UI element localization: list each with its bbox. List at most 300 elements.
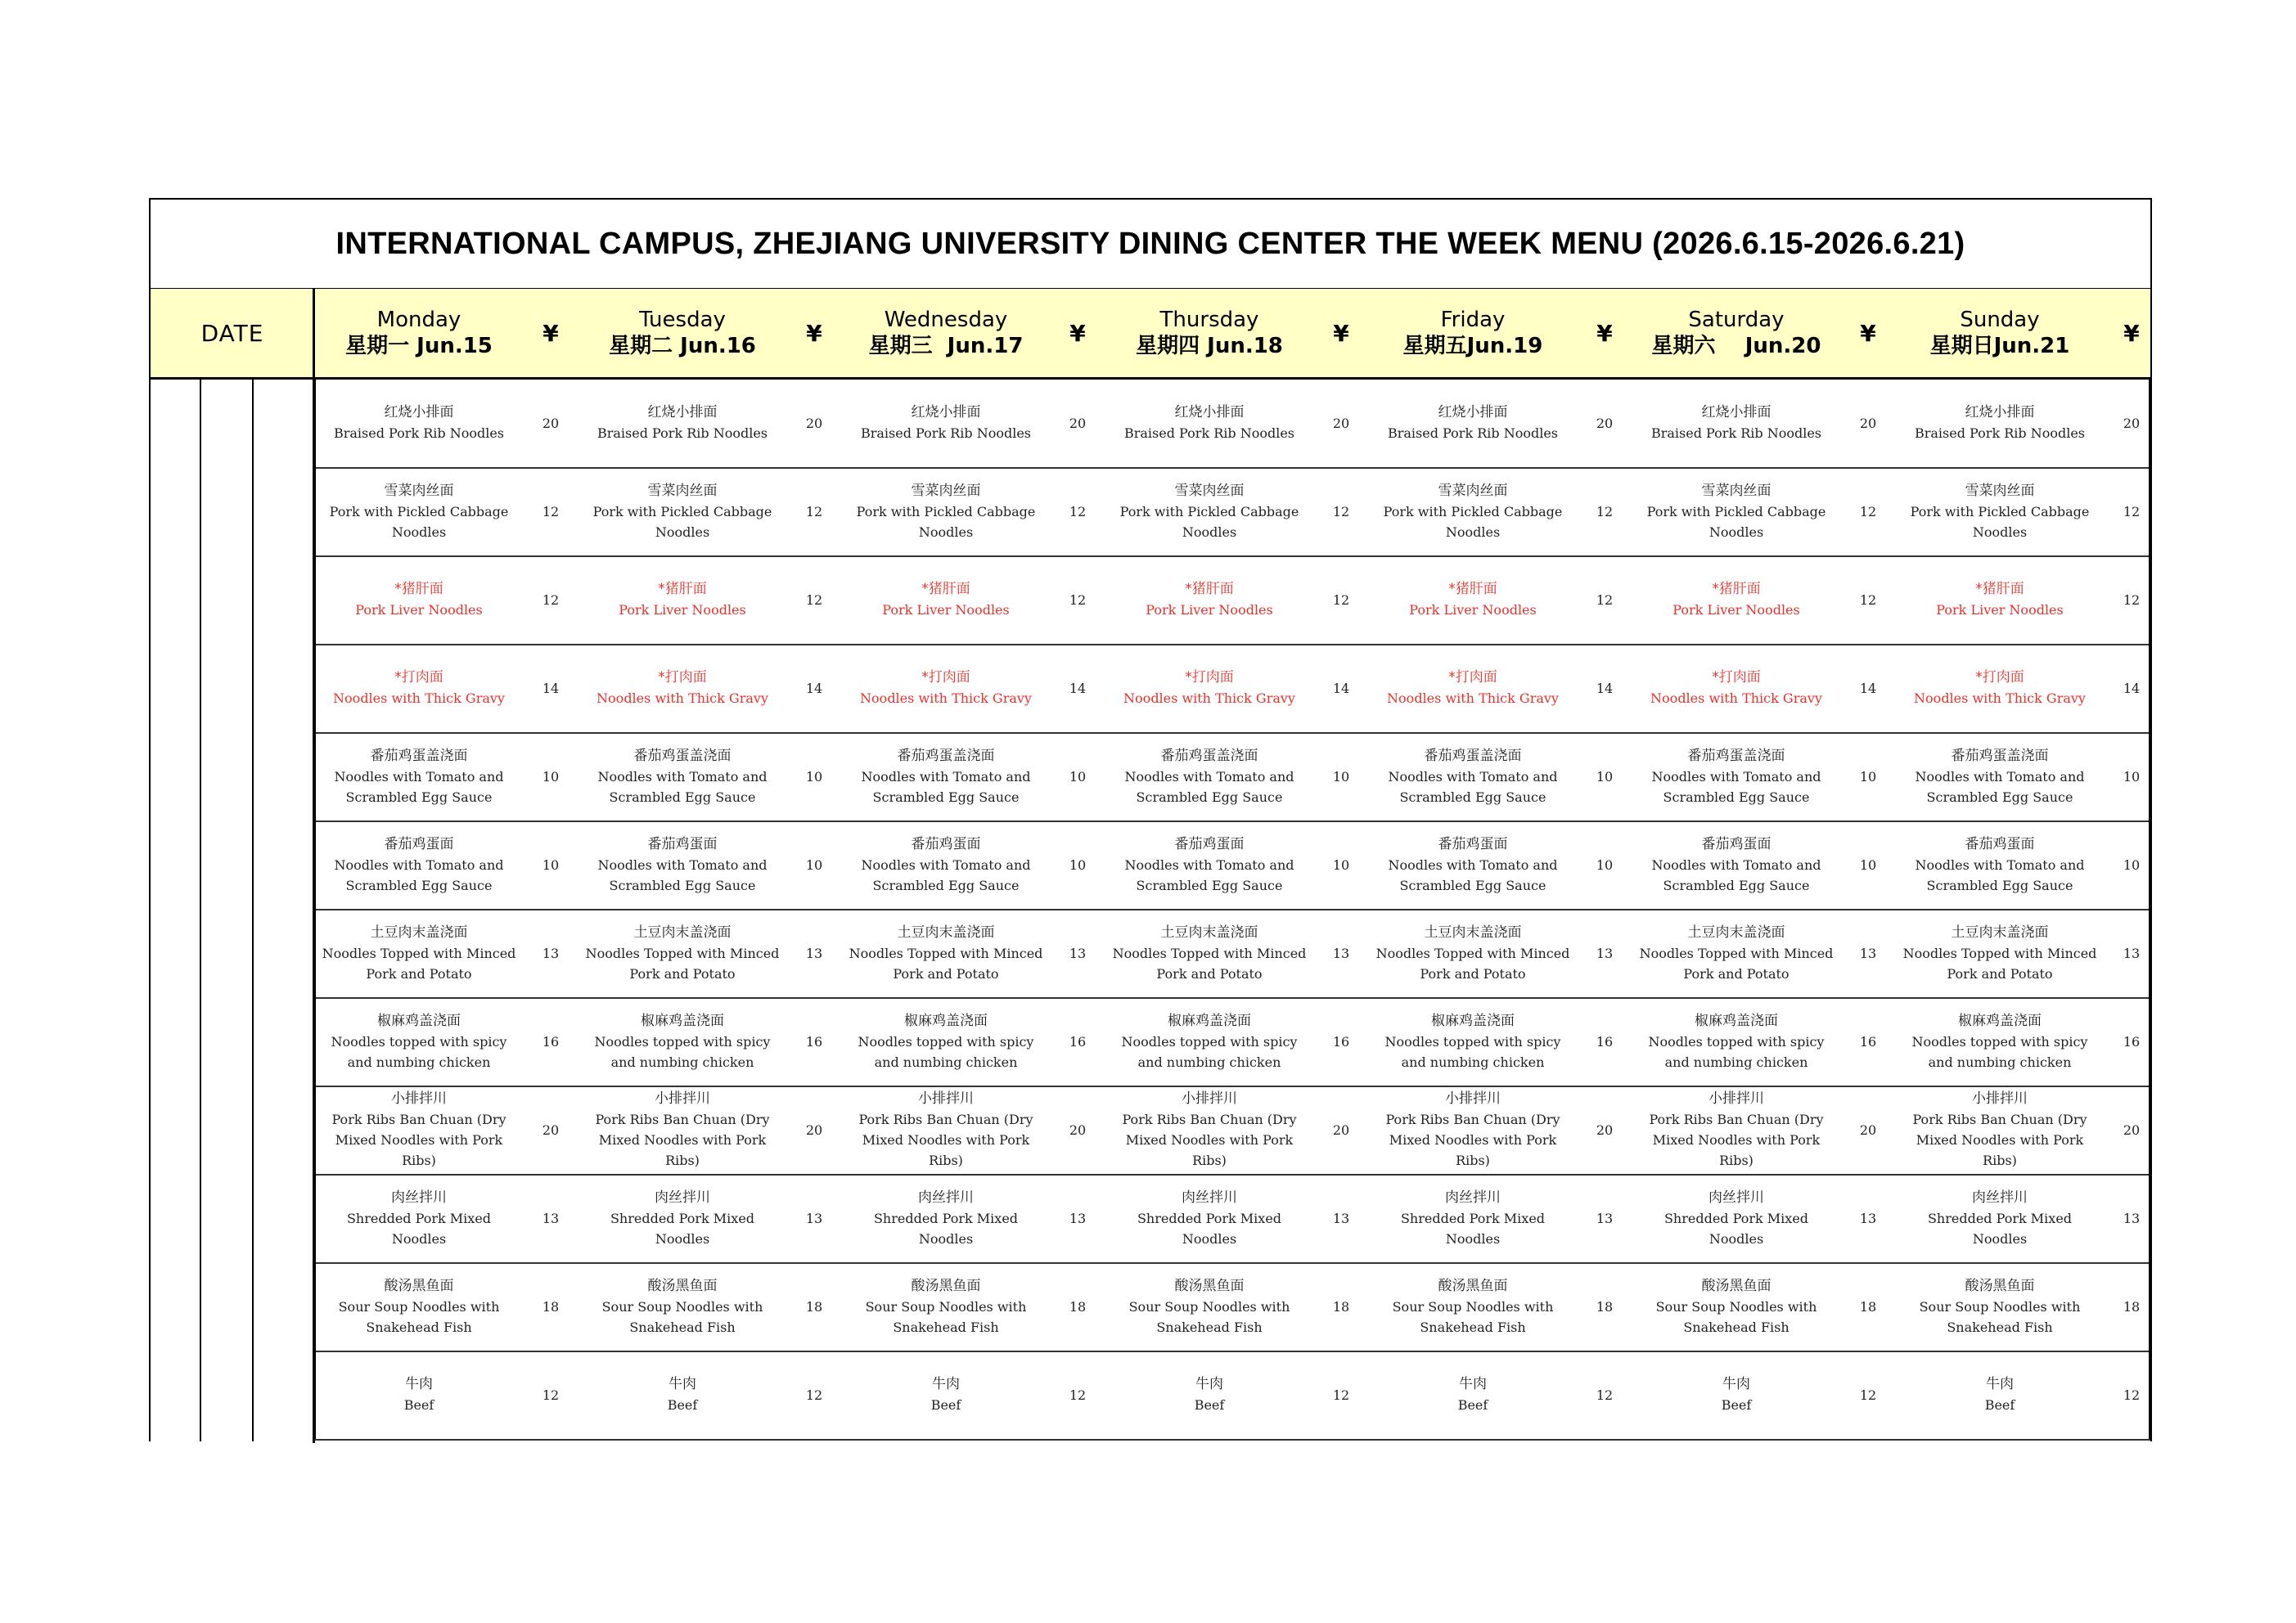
dish-price: 10 <box>2123 856 2141 873</box>
dish-price: 20 <box>1332 1122 1350 1138</box>
dish-name-en: Noodles with Tomato and Scrambled Egg Sauce <box>1388 768 1558 805</box>
dish-price: 20 <box>542 415 560 431</box>
dish-name-zh: 小排拌川 <box>655 1090 710 1107</box>
dish-name-en: Noodles Topped with Minced Pork and Potato <box>1112 945 1307 982</box>
day-date: 星期三 Jun.17 <box>868 334 1024 358</box>
dish-cell <box>1895 644 2105 732</box>
dish-name-en: Beef <box>403 1397 434 1413</box>
dish-name-en: Noodles topped with spicy and numbing chicken <box>1648 1033 1825 1070</box>
dish-cell <box>578 555 787 644</box>
dish-name-zh: 椒麻鸡盖浇面 <box>641 1012 724 1029</box>
dish-name-zh: 酸汤黑鱼面 <box>384 1277 454 1294</box>
dish-price: 20 <box>1596 1122 1614 1138</box>
dish-name-en: Pork Liver Noodles <box>882 602 1010 618</box>
dish-price: 10 <box>2123 768 2141 785</box>
dish-name-en: Pork Liver Noodles <box>1936 602 2064 618</box>
dish-name-en: Noodles Topped with Minced Pork and Potato <box>585 945 780 982</box>
dish-name-zh: 酸汤黑鱼面 <box>1965 1277 2035 1294</box>
day-date: 星期四 Jun.18 <box>1136 334 1283 358</box>
dish-name-en: Sour Soup Noodles with Snakehead Fish <box>1919 1298 2081 1335</box>
dish-name-zh: 雪菜肉丝面 <box>1174 482 1245 499</box>
dish-name-zh: 番茄鸡蛋面 <box>1701 835 1772 852</box>
dish-name-en: Braised Pork Rib Noodles <box>1387 425 1559 441</box>
dish-price: 14 <box>1069 680 1087 696</box>
menu-row <box>314 997 2150 1087</box>
dish-name-en: Noodles with Tomato and Scrambled Egg Sauce <box>597 768 768 805</box>
dish-cell <box>314 1262 524 1351</box>
menu-row <box>314 732 2150 822</box>
dish-cell <box>841 1262 1051 1351</box>
dish-cell <box>314 997 524 1086</box>
dish-name-zh: 红烧小排面 <box>1438 404 1508 420</box>
dish-name-zh: 土豆肉末盖浇面 <box>1424 924 1522 941</box>
dish-cell <box>841 467 1051 555</box>
dish-price: 14 <box>542 680 560 696</box>
dish-name-zh: 小排拌川 <box>1445 1090 1501 1107</box>
dish-name-zh: *猪肝面 <box>658 581 707 597</box>
dish-price: 10 <box>1859 768 1877 785</box>
dish-name-zh: 酸汤黑鱼面 <box>1701 1277 1772 1294</box>
dish-cell <box>1105 467 1314 555</box>
menu-row <box>314 467 2150 557</box>
dish-price: 12 <box>1859 1387 1877 1403</box>
dish-name-zh: 红烧小排面 <box>1701 404 1772 420</box>
dish-cell <box>578 909 787 997</box>
dish-price: 20 <box>1069 1122 1087 1138</box>
dish-cell <box>841 820 1051 909</box>
dish-price: 10 <box>805 856 823 873</box>
dish-name-en: Sour Soup Noodles with Snakehead Fish <box>1392 1298 1554 1335</box>
dish-name-en: Noodles with Tomato and Scrambled Egg Sauce <box>334 768 504 805</box>
dish-name-zh: 椒麻鸡盖浇面 <box>377 1012 461 1029</box>
dish-name-en: Beef <box>667 1397 698 1413</box>
dish-name-zh: *打肉面 <box>1448 669 1497 686</box>
dish-name-zh: 肉丝拌川 <box>1708 1189 1764 1206</box>
dish-name-en: Shredded Pork Mixed Noodles <box>1400 1210 1546 1247</box>
dish-price: 18 <box>805 1298 823 1315</box>
dish-price: 10 <box>805 768 823 785</box>
menu-sheet <box>149 198 2152 1441</box>
dish-price: 12 <box>805 1387 823 1403</box>
dish-name-en: Noodles with Tomato and Scrambled Egg Sauce <box>1915 768 2085 805</box>
dish-name-en: Noodles with Tomato and Scrambled Egg Sauce <box>861 768 1031 805</box>
dish-price: 18 <box>1596 1298 1614 1315</box>
dish-name-zh: 牛肉 <box>1195 1376 1223 1392</box>
dish-name-zh: 小排拌川 <box>1182 1090 1237 1107</box>
dish-name-en: Noodles with Thick Gravy <box>1914 690 2086 706</box>
dish-name-en: Beef <box>930 1397 961 1413</box>
dish-price: 12 <box>805 591 823 608</box>
dish-name-en: Noodles with Tomato and Scrambled Egg Sauce <box>1915 856 2085 893</box>
dish-cell <box>1105 732 1314 820</box>
menu-row <box>314 820 2150 910</box>
dish-cell <box>1368 1174 1578 1262</box>
dish-name-en: Noodles with Tomato and Scrambled Egg Sauce <box>1388 856 1558 893</box>
dish-name-zh: 土豆肉末盖浇面 <box>1687 924 1785 941</box>
dish-name-zh: 番茄鸡蛋盖浇面 <box>897 747 995 764</box>
dish-name-zh: 椒麻鸡盖浇面 <box>1958 1012 2042 1029</box>
dish-name-en: Noodles with Tomato and Scrambled Egg Sauce <box>861 856 1031 893</box>
dish-name-en: Pork Ribs Ban Chuan (Dry Mixed Noodles with Pork Ribs) <box>858 1112 1033 1168</box>
dish-price: 18 <box>542 1298 560 1315</box>
title-bar <box>151 200 2150 290</box>
dish-price: 12 <box>2123 591 2141 608</box>
dish-name-en: Pork Ribs Ban Chuan (Dry Mixed Noodles with Pork Ribs) <box>595 1112 770 1168</box>
dish-cell <box>1632 379 1841 467</box>
dish-price: 16 <box>1069 1033 1087 1050</box>
dish-name-zh: 小排拌川 <box>918 1090 974 1107</box>
price-column-header: ¥ <box>806 319 822 347</box>
dish-cell <box>1632 1351 1841 1439</box>
menu-row <box>314 1086 2150 1176</box>
dish-cell <box>1105 644 1314 732</box>
dish-cell <box>578 467 787 555</box>
dish-cell <box>1895 1262 2105 1351</box>
dish-price: 18 <box>1069 1298 1087 1315</box>
dish-cell <box>1895 820 2105 909</box>
dish-price: 13 <box>805 1210 823 1226</box>
dish-name-en: Pork with Pickled Cabbage Noodles <box>1910 503 2090 540</box>
dish-name-zh: 雪菜肉丝面 <box>1701 482 1772 499</box>
dish-price: 13 <box>1332 1210 1350 1226</box>
menu-row <box>314 555 2150 645</box>
day-date: 星期五Jun.19 <box>1402 334 1543 358</box>
dish-name-zh: 椒麻鸡盖浇面 <box>904 1012 988 1029</box>
dish-name-en: Sour Soup Noodles with Snakehead Fish <box>601 1298 763 1335</box>
dish-price: 12 <box>1859 591 1877 608</box>
dish-name-zh: 番茄鸡蛋盖浇面 <box>1424 747 1522 764</box>
dish-cell <box>578 644 787 732</box>
menu-row <box>314 1351 2150 1441</box>
dish-price: 10 <box>1332 856 1350 873</box>
dish-cell <box>1368 732 1578 820</box>
menu-row <box>314 1174 2150 1264</box>
dish-price: 20 <box>1859 1122 1877 1138</box>
dish-price: 16 <box>2123 1033 2141 1050</box>
menu-row <box>314 644 2150 734</box>
dish-price: 13 <box>1859 945 1877 961</box>
dish-price: 14 <box>1332 680 1350 696</box>
dish-name-en: Noodles topped with spicy and numbing chicken <box>1384 1033 1561 1070</box>
dish-price: 13 <box>542 945 560 961</box>
dish-price: 10 <box>1596 768 1614 785</box>
dish-name-zh: *猪肝面 <box>1975 581 2024 597</box>
dish-name-en: Noodles topped with spicy and numbing chicken <box>1121 1033 1298 1070</box>
dish-name-en: Noodles topped with spicy and numbing chicken <box>331 1033 507 1070</box>
price-column-header: ¥ <box>1069 319 1086 347</box>
dish-name-en: Pork Ribs Ban Chuan (Dry Mixed Noodles with Pork Ribs) <box>1912 1112 2087 1168</box>
day-header-thursday <box>1105 289 1314 377</box>
dish-name-en: Noodles with Tomato and Scrambled Egg Sauce <box>597 856 768 893</box>
dish-name-zh: 肉丝拌川 <box>918 1189 974 1206</box>
dish-name-en: Beef <box>1194 1397 1225 1413</box>
dish-cell <box>1632 467 1841 555</box>
day-name: Sunday <box>1960 308 2040 332</box>
dish-cell <box>314 909 524 997</box>
day-name: Monday <box>376 308 461 332</box>
day-header-saturday <box>1632 289 1841 377</box>
dish-name-en: Shredded Pork Mixed Noodles <box>1137 1210 1282 1247</box>
dish-price: 12 <box>805 503 823 519</box>
dish-price: 12 <box>1332 591 1350 608</box>
dish-cell <box>314 1351 524 1439</box>
dish-cell <box>578 997 787 1086</box>
dish-name-en: Pork Liver Noodles <box>355 602 483 618</box>
dish-price: 12 <box>1596 1387 1614 1403</box>
dish-cell <box>841 909 1051 997</box>
day-header-monday <box>314 289 524 377</box>
dish-price: 16 <box>805 1033 823 1050</box>
left-divider-1 <box>200 379 201 1441</box>
dish-price: 16 <box>1859 1033 1877 1050</box>
dish-price: 10 <box>1596 856 1614 873</box>
dish-price: 20 <box>805 1122 823 1138</box>
dish-cell <box>1105 379 1314 467</box>
dish-cell <box>1632 1174 1841 1262</box>
dish-name-en: Noodles with Tomato and Scrambled Egg Sauce <box>1651 856 1821 893</box>
dish-name-en: Shredded Pork Mixed Noodles <box>873 1210 1019 1247</box>
dish-price: 12 <box>2123 1387 2141 1403</box>
dish-cell <box>1895 997 2105 1086</box>
dish-name-zh: 酸汤黑鱼面 <box>1438 1277 1508 1294</box>
dish-name-en: Pork Liver Noodles <box>1409 602 1537 618</box>
dish-price: 20 <box>2123 1122 2141 1138</box>
dish-name-zh: *打肉面 <box>658 669 707 686</box>
date-header <box>151 289 314 377</box>
dish-name-en: Noodles Topped with Minced Pork and Potato <box>849 945 1043 982</box>
dish-name-zh: 番茄鸡蛋盖浇面 <box>633 747 732 764</box>
dish-name-en: Noodles Topped with Minced Pork and Potato <box>1902 945 2097 982</box>
dish-cell <box>841 1351 1051 1439</box>
dish-name-en: Noodles topped with spicy and numbing chicken <box>594 1033 771 1070</box>
dish-name-zh: 土豆肉末盖浇面 <box>370 924 468 941</box>
dish-name-zh: 番茄鸡蛋面 <box>1965 835 2035 852</box>
dish-name-zh: 牛肉 <box>1986 1376 2014 1392</box>
dish-name-en: Pork with Pickled Cabbage Noodles <box>592 503 772 540</box>
dish-cell <box>1632 1086 1841 1174</box>
dish-name-zh: 肉丝拌川 <box>1972 1189 2028 1206</box>
dish-name-zh: 牛肉 <box>669 1376 696 1392</box>
dish-name-en: Braised Pork Rib Noodles <box>860 425 1032 441</box>
dish-cell <box>1368 1351 1578 1439</box>
price-column-header: ¥ <box>1596 319 1613 347</box>
dish-name-en: Noodles with Thick Gravy <box>1387 690 1559 706</box>
dish-price: 20 <box>542 1122 560 1138</box>
dish-name-zh: 番茄鸡蛋盖浇面 <box>1687 747 1785 764</box>
dish-name-zh: 番茄鸡蛋面 <box>1174 835 1245 852</box>
dish-name-zh: *猪肝面 <box>1185 581 1234 597</box>
dish-name-en: Sour Soup Noodles with Snakehead Fish <box>865 1298 1027 1335</box>
dish-name-zh: 椒麻鸡盖浇面 <box>1695 1012 1778 1029</box>
dish-name-en: Noodles with Thick Gravy <box>1123 690 1295 706</box>
dish-price: 12 <box>1596 503 1614 519</box>
dish-price: 10 <box>1332 768 1350 785</box>
dish-name-en: Noodles with Thick Gravy <box>333 690 505 706</box>
dish-price: 12 <box>2123 503 2141 519</box>
dish-cell <box>578 820 787 909</box>
dish-name-zh: *打肉面 <box>1975 669 2024 686</box>
dish-name-en: Noodles with Tomato and Scrambled Egg Sauce <box>1651 768 1821 805</box>
dish-name-zh: 肉丝拌川 <box>1445 1189 1501 1206</box>
dish-name-zh: 小排拌川 <box>1972 1090 2028 1107</box>
grid-right-border <box>2149 379 2150 1439</box>
dish-cell <box>1895 909 2105 997</box>
dish-cell <box>1895 1351 2105 1439</box>
dish-name-en: Shredded Pork Mixed Noodles <box>610 1210 755 1247</box>
dish-cell <box>1368 379 1578 467</box>
dish-name-en: Braised Pork Rib Noodles <box>597 425 768 441</box>
dish-price: 10 <box>542 768 560 785</box>
dish-cell <box>1895 379 2105 467</box>
day-header-friday <box>1368 289 1578 377</box>
price-column-header: ¥ <box>2123 319 2140 347</box>
dish-name-en: Sour Soup Noodles with Snakehead Fish <box>1655 1298 1817 1335</box>
dish-price: 12 <box>1069 503 1087 519</box>
dish-name-en: Pork Ribs Ban Chuan (Dry Mixed Noodles with Pork Ribs) <box>1385 1112 1560 1168</box>
dish-name-zh: 椒麻鸡盖浇面 <box>1431 1012 1515 1029</box>
dish-cell <box>578 1086 787 1174</box>
dish-cell <box>1632 1262 1841 1351</box>
menu-row <box>314 379 2150 469</box>
day-date: 星期日Jun.21 <box>1929 334 2070 358</box>
dish-cell <box>314 555 524 644</box>
dish-name-zh: *猪肝面 <box>1448 581 1497 597</box>
dish-name-zh: 番茄鸡蛋面 <box>647 835 718 852</box>
dish-price: 13 <box>2123 1210 2141 1226</box>
dish-name-zh: 酸汤黑鱼面 <box>911 1277 981 1294</box>
dish-cell <box>578 1351 787 1439</box>
dish-price: 13 <box>1596 1210 1614 1226</box>
dish-name-en: Braised Pork Rib Noodles <box>1650 425 1822 441</box>
dish-price: 20 <box>1596 415 1614 431</box>
dish-cell <box>1895 1086 2105 1174</box>
dish-price: 16 <box>542 1033 560 1050</box>
dish-price: 13 <box>1596 945 1614 961</box>
dish-name-zh: 小排拌川 <box>1708 1090 1764 1107</box>
price-column-header: ¥ <box>1333 319 1349 347</box>
dish-cell <box>1105 909 1314 997</box>
dish-cell <box>1105 1351 1314 1439</box>
menu-row <box>314 909 2150 999</box>
dish-price: 20 <box>805 415 823 431</box>
dish-name-zh: 肉丝拌川 <box>1182 1189 1237 1206</box>
dish-cell <box>1368 555 1578 644</box>
dish-cell <box>1368 644 1578 732</box>
dish-name-en: Pork Ribs Ban Chuan (Dry Mixed Noodles with Pork Ribs) <box>331 1112 506 1168</box>
dish-name-en: Noodles with Tomato and Scrambled Egg Sauce <box>1124 856 1294 893</box>
dish-name-zh: 雪菜肉丝面 <box>647 482 718 499</box>
dish-name-en: Noodles Topped with Minced Pork and Potato <box>1639 945 1834 982</box>
dish-name-en: Noodles with Thick Gravy <box>597 690 768 706</box>
dish-cell <box>841 644 1051 732</box>
dish-price: 10 <box>1069 856 1087 873</box>
dish-cell <box>314 1086 524 1174</box>
dish-cell <box>578 379 787 467</box>
dish-name-zh: 红烧小排面 <box>1174 404 1245 420</box>
dish-cell <box>841 555 1051 644</box>
dish-name-zh: 番茄鸡蛋盖浇面 <box>370 747 468 764</box>
dish-price: 20 <box>1859 415 1877 431</box>
dish-name-zh: 牛肉 <box>405 1376 433 1392</box>
dish-cell <box>841 732 1051 820</box>
dish-name-en: Noodles topped with spicy and numbing chicken <box>858 1033 1034 1070</box>
dish-cell <box>578 732 787 820</box>
dish-name-zh: 酸汤黑鱼面 <box>647 1277 718 1294</box>
dish-price: 14 <box>2123 680 2141 696</box>
dish-name-zh: 番茄鸡蛋面 <box>1438 835 1508 852</box>
dish-price: 13 <box>1069 945 1087 961</box>
dish-cell <box>314 820 524 909</box>
day-name: Tuesday <box>639 308 726 332</box>
day-date: 星期六 Jun.20 <box>1651 334 1821 358</box>
dish-name-zh: *猪肝面 <box>1712 581 1761 597</box>
price-column-header: ¥ <box>542 319 559 347</box>
dish-name-zh: 雪菜肉丝面 <box>1965 482 2035 499</box>
dish-name-en: Noodles with Thick Gravy <box>860 690 1032 706</box>
dish-name-en: Pork with Pickled Cabbage Noodles <box>1383 503 1563 540</box>
dish-name-zh: 红烧小排面 <box>1965 404 2035 420</box>
dish-cell <box>314 1174 524 1262</box>
dish-name-en: Noodles with Tomato and Scrambled Egg Sauce <box>1124 768 1294 805</box>
dish-cell <box>1632 997 1841 1086</box>
header-row <box>151 289 2150 380</box>
dish-cell <box>314 732 524 820</box>
dish-cell <box>578 1174 787 1262</box>
dish-name-zh: 牛肉 <box>1722 1376 1750 1392</box>
dish-name-zh: 土豆肉末盖浇面 <box>633 924 732 941</box>
dish-price: 12 <box>1069 591 1087 608</box>
day-header-sunday <box>1895 289 2105 377</box>
dish-cell <box>578 1262 787 1351</box>
dish-name-zh: *猪肝面 <box>394 581 443 597</box>
dish-name-en: Sour Soup Noodles with Snakehead Fish <box>338 1298 500 1335</box>
dish-cell <box>1368 909 1578 997</box>
day-name: Wednesday <box>884 308 1008 332</box>
dish-price: 16 <box>1332 1033 1350 1050</box>
dish-name-en: Beef <box>1721 1397 1752 1413</box>
dish-price: 12 <box>1332 1387 1350 1403</box>
dish-cell <box>841 997 1051 1086</box>
dish-cell <box>1632 909 1841 997</box>
dish-cell <box>1632 644 1841 732</box>
dish-name-en: Braised Pork Rib Noodles <box>1914 425 2086 441</box>
dish-name-en: Beef <box>1457 1397 1488 1413</box>
dish-price: 18 <box>2123 1298 2141 1315</box>
day-header-tuesday <box>578 289 787 377</box>
dish-cell <box>1895 732 2105 820</box>
dish-price: 13 <box>2123 945 2141 961</box>
dish-name-en: Pork Liver Noodles <box>1672 602 1800 618</box>
date-label: DATE <box>200 319 264 347</box>
page-title: INTERNATIONAL CAMPUS, ZHEJIANG UNIVERSITY DINING CENTER THE WEEK MENU (2026.6.15-2026.6.21) <box>335 226 1965 261</box>
dish-name-en: Pork with Pickled Cabbage Noodles <box>1646 503 1826 540</box>
dish-name-en: Sour Soup Noodles with Snakehead Fish <box>1128 1298 1290 1335</box>
dish-name-zh: 番茄鸡蛋面 <box>911 835 981 852</box>
dish-name-zh: *打肉面 <box>921 669 970 686</box>
dish-price: 10 <box>1859 856 1877 873</box>
dish-name-zh: *打肉面 <box>1185 669 1234 686</box>
dish-price: 16 <box>1596 1033 1614 1050</box>
dish-name-zh: 红烧小排面 <box>384 404 454 420</box>
dish-name-zh: 酸汤黑鱼面 <box>1174 1277 1245 1294</box>
dish-name-zh: 土豆肉末盖浇面 <box>1951 924 2049 941</box>
dish-name-zh: 红烧小排面 <box>647 404 718 420</box>
dish-name-en: Pork Ribs Ban Chuan (Dry Mixed Noodles with Pork Ribs) <box>1122 1112 1297 1168</box>
dish-price: 14 <box>1596 680 1614 696</box>
dish-name-zh: *猪肝面 <box>921 581 970 597</box>
dish-name-zh: 肉丝拌川 <box>655 1189 710 1206</box>
dish-name-zh: 雪菜肉丝面 <box>911 482 981 499</box>
